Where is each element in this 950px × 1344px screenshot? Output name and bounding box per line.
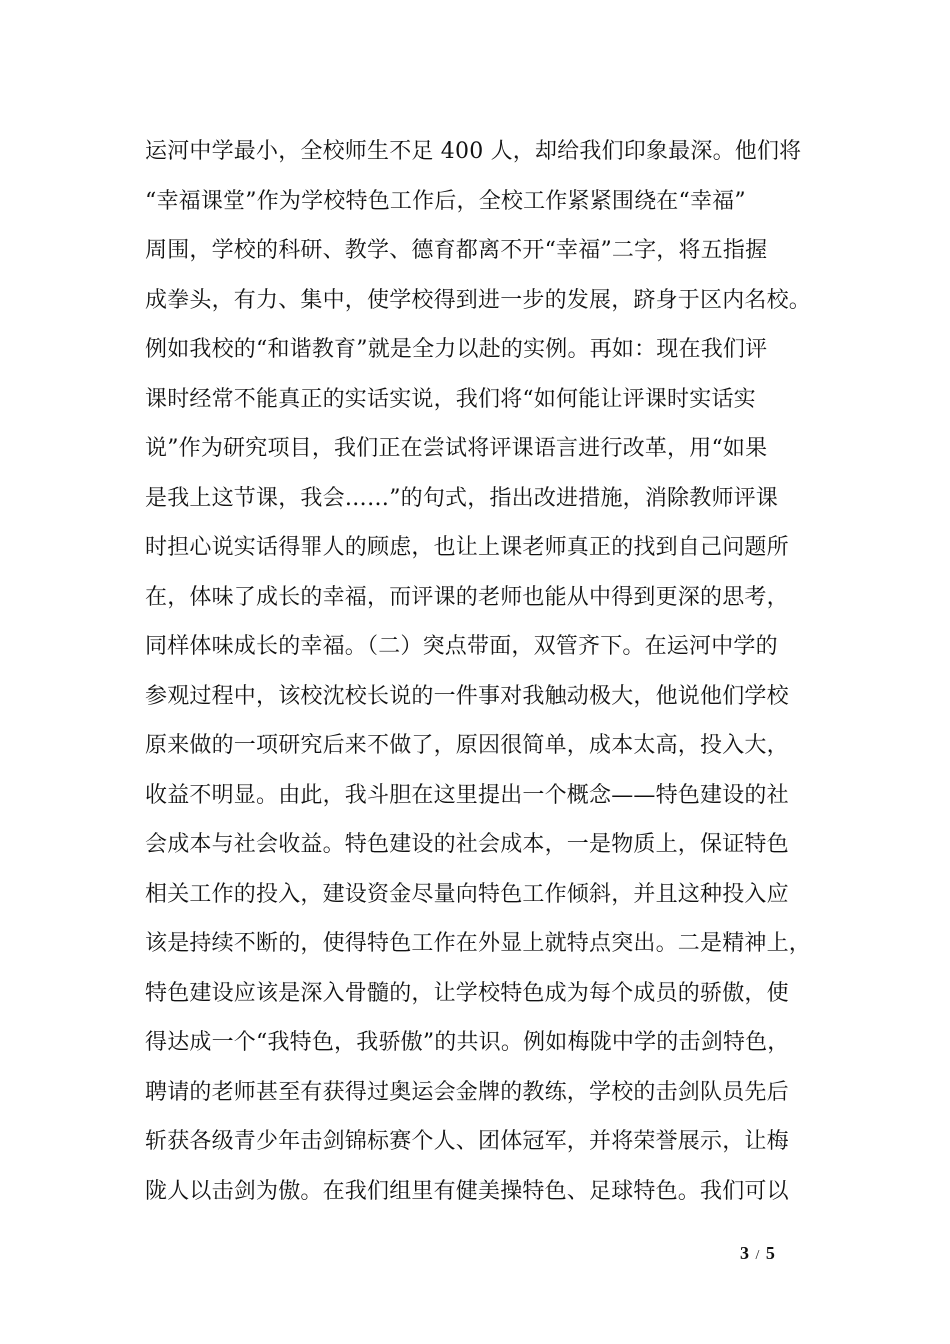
text-line: 特色建设应该是深入骨髓的，让学校特色成为每个成员的骄傲，使 xyxy=(145,980,789,1006)
text-line: 课时经常不能真正的实话实说，我们将“如何能让评课时实话实 xyxy=(145,386,756,412)
text-line: 周围，学校的科研、教学、德育都离不开“幸福”二字，将五指握 xyxy=(145,238,768,263)
text-line: 运河中学最小，全校师生不足 400 人，却给我们印象最深。他们将 xyxy=(145,139,802,164)
text-line: 原来做的一项研究后来不做了，原因很简单，成本太高，投入大， xyxy=(145,733,789,758)
page-number-total: 5 xyxy=(765,1243,775,1263)
text-line: 参观过程中，该校沈校长说的一件事对我触动极大，他说他们学校 xyxy=(145,683,789,709)
text-line: 得达成一个“我特色，我骄傲”的共识。例如梅陇中学的击剑特色， xyxy=(145,1030,790,1055)
text-line: 会成本与社会收益。特色建设的社会成本，一是物质上，保证特色 xyxy=(145,832,789,857)
text-line: 相关工作的投入，建设资金尽量向特色工作倾斜，并且这种投入应 xyxy=(145,881,789,907)
text-line: 斩获各级青少年击剑锦标赛个人、团体冠军，并将荣誉展示，让梅 xyxy=(145,1129,789,1154)
text-line: 收益不明显。由此，我斗胆在这里提出一个概念——特色建设的社 xyxy=(145,782,789,808)
page-number-separator: / xyxy=(755,1248,760,1263)
text-line: 成拳头，有力、集中，使学校得到进一步的发展，跻身于区内名校。 xyxy=(145,287,812,313)
text-line: “幸福课堂”作为学校特色工作后，全校工作紧紧围绕在“幸福” xyxy=(145,188,746,214)
text-line: 在，体味了成长的幸福，而评课的老师也能从中得到更深的思考， xyxy=(145,584,789,610)
document-body xyxy=(145,130,845,1219)
text-line: 陇人以击剑为傲。在我们组里有健美操特色、足球特色。我们可以 xyxy=(145,1178,789,1204)
text-line: 是我上这节课，我会……”的句式，指出改进措施，消除教师评课 xyxy=(145,485,779,511)
text-line: 同样体味成长的幸福。（二）突点带面，双管齐下。在运河中学的 xyxy=(145,634,778,659)
text-line: 说”作为研究项目，我们正在尝试将评课语言进行改革，用“如果 xyxy=(145,436,768,461)
text-line: 聘请的老师甚至有获得过奥运会金牌的教练，学校的击剑队员先后 xyxy=(145,1079,789,1105)
text-line: 例如我校的“和谐教育”就是全力以赴的实例。再如：现在我们评 xyxy=(145,337,768,362)
text-line: 该是持续不断的，使得特色工作在外显上就特点突出。二是精神上， xyxy=(145,931,812,956)
page-number-current: 3 xyxy=(740,1243,749,1263)
text-line: 时担心说实话得罪人的顾虑，也让上课老师真正的找到自己问题所 xyxy=(145,535,789,560)
page-number xyxy=(740,1243,775,1264)
